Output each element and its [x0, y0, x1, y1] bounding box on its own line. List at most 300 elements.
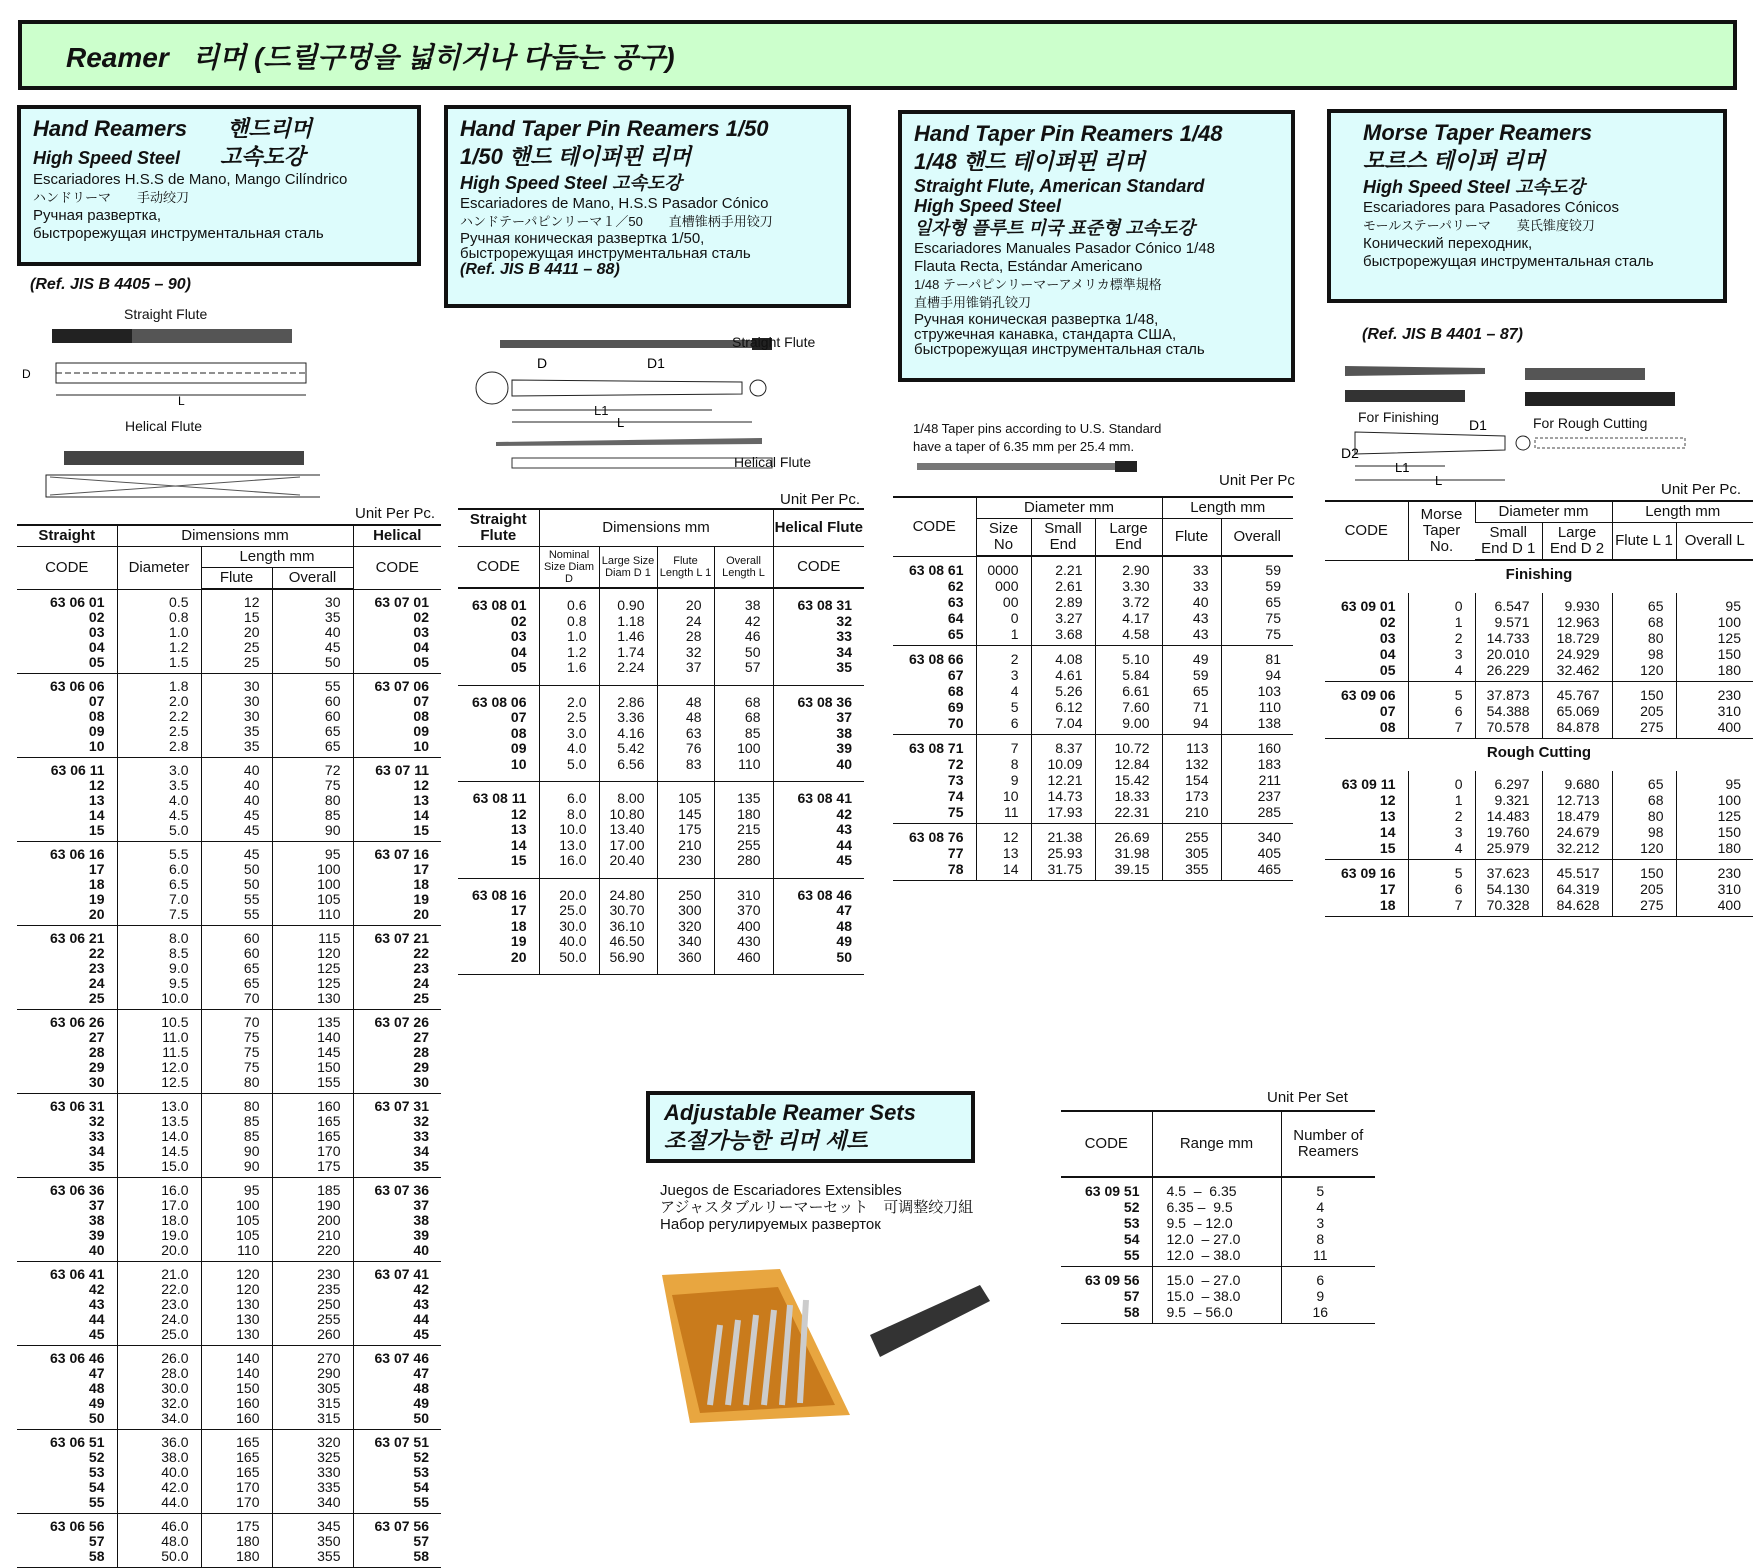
value-cell: 33	[353, 1129, 441, 1144]
value-cell: 39	[773, 741, 864, 757]
value-cell: 50	[714, 645, 773, 661]
value-cell: 65	[1612, 771, 1676, 792]
value-cell: 105	[272, 892, 353, 907]
value-cell: 71	[1162, 699, 1221, 715]
table-row	[17, 907, 441, 926]
value-cell: 125	[272, 976, 353, 991]
table-row	[893, 578, 1293, 594]
table-row	[17, 877, 441, 892]
value-cell: 110	[1221, 699, 1293, 715]
reamer-set-photo	[660, 1265, 1000, 1425]
value-cell: 5.0	[117, 823, 201, 842]
code-cell: 73	[947, 772, 964, 788]
table-row	[893, 845, 1293, 861]
dim-d1-label: D1	[647, 355, 665, 371]
value-cell: 75	[1221, 610, 1293, 626]
table-row	[458, 629, 864, 645]
value-cell: 4.0	[117, 793, 201, 808]
value-cell: 8.0	[117, 926, 201, 947]
code-cell: 19	[88, 891, 105, 907]
value-cell: 1.2	[539, 645, 599, 661]
code-cell: 13	[88, 792, 105, 808]
standard-reference: (Ref. JIS B 4411 – 88)	[460, 261, 620, 278]
adjustable-names	[660, 1182, 973, 1233]
header-diameter: Diameter mm	[976, 497, 1162, 519]
value-cell: 3.27	[1031, 610, 1095, 626]
table-row	[458, 853, 864, 878]
table-row	[458, 726, 864, 742]
value-cell: 45.517	[1542, 860, 1612, 882]
table-row	[17, 1312, 441, 1327]
value-cell: 2	[976, 646, 1031, 668]
value-cell: 100	[1676, 792, 1753, 808]
value-cell: 11	[976, 804, 1031, 824]
header-dimensions: Dimensions mm	[539, 509, 773, 547]
value-cell: 2.24	[599, 660, 657, 685]
code-cell: 63 08 61	[909, 561, 964, 578]
value-cell: 10	[353, 739, 441, 758]
header-dimensions: Dimensions mm	[117, 525, 353, 547]
code-cell: 02	[88, 609, 105, 625]
value-cell: 40	[272, 625, 353, 640]
value-cell: 24	[353, 976, 441, 991]
value-cell: 2.86	[599, 685, 657, 710]
code-cell: 14	[1379, 824, 1396, 840]
value-cell: 1.74	[599, 645, 657, 661]
value-cell: 250	[657, 878, 714, 903]
header-small-end: Small End D 1	[1475, 523, 1542, 561]
header-flute: Flute	[1162, 519, 1221, 557]
code-cell: 52	[1123, 1199, 1140, 1215]
dim-l1-label: L1	[594, 403, 609, 418]
code-cell: 63 06 16	[50, 846, 105, 862]
table-row	[1061, 1267, 1375, 1289]
value-cell: 29	[353, 1060, 441, 1075]
unit-label: Unit Per Set	[1267, 1089, 1348, 1106]
value-cell: 85	[201, 1114, 272, 1129]
dim-l-label: L	[617, 415, 625, 430]
value-cell: 6.547	[1475, 593, 1542, 614]
table-row	[17, 1213, 441, 1228]
table-row	[17, 1480, 441, 1495]
value-cell: 70.328	[1475, 897, 1542, 917]
value-cell: 6.61	[1095, 683, 1162, 699]
value-cell: 52	[353, 1450, 441, 1465]
chinese-name: 直槽手用锥销孔铰刀	[914, 295, 1032, 310]
section-title: Morse Taper Reamers	[1363, 120, 1593, 145]
value-cell: 5.26	[1031, 683, 1095, 699]
section-title: Hand Taper Pin Reamers 1/50	[460, 116, 769, 141]
value-cell: 170	[201, 1480, 272, 1495]
adjustable-title-box	[646, 1091, 975, 1163]
value-cell: 33	[1162, 556, 1221, 578]
value-cell: 1.0	[117, 625, 201, 640]
value-cell: 43	[773, 822, 864, 838]
value-cell: 5	[1408, 860, 1475, 882]
table-row	[893, 667, 1293, 683]
header-code: CODE	[458, 547, 539, 589]
value-cell: 14.483	[1475, 808, 1542, 824]
value-cell: 07	[353, 694, 441, 709]
value-cell: 12.963	[1542, 614, 1612, 630]
value-cell: 22	[353, 946, 441, 961]
value-cell: 155	[272, 1075, 353, 1094]
value-cell: 49	[353, 1396, 441, 1411]
value-cell: 5.10	[1095, 646, 1162, 668]
taper-48-table	[893, 496, 1293, 881]
value-cell: 1.18	[599, 614, 657, 630]
code-cell: 37	[88, 1197, 105, 1213]
value-cell: 26.0	[117, 1346, 201, 1367]
value-cell: 6	[976, 715, 1031, 735]
section-header-row	[1325, 560, 1753, 593]
code-cell: 63 06 26	[50, 1014, 105, 1030]
value-cell: 3	[1281, 1215, 1375, 1231]
value-cell: 400	[1676, 897, 1753, 917]
table-row	[17, 694, 441, 709]
value-cell: 18.0	[117, 1213, 201, 1228]
code-cell: 63 08 11	[472, 790, 527, 806]
value-cell: 325	[272, 1450, 353, 1465]
value-cell: 355	[272, 1549, 353, 1568]
table-row	[17, 1514, 441, 1535]
value-cell: 2.5	[117, 724, 201, 739]
value-cell: 7	[976, 735, 1031, 757]
value-cell: 100	[272, 877, 353, 892]
table-row	[1061, 1215, 1375, 1231]
code-cell: 05	[1325, 662, 1408, 682]
value-cell: 230	[272, 1262, 353, 1283]
value-cell: 63 07 26	[353, 1010, 441, 1031]
value-cell: 17.93	[1031, 804, 1095, 824]
value-cell: 59	[1221, 556, 1293, 578]
value-cell: 0.8	[539, 614, 599, 630]
value-cell: 90	[272, 823, 353, 842]
header-nominal-diam: Nominal Size Diam D	[539, 547, 599, 589]
value-cell: 113	[1162, 735, 1221, 757]
value-cell: 27	[353, 1030, 441, 1045]
code-cell: 38	[88, 1212, 105, 1228]
value-cell: 115	[272, 926, 353, 947]
table-row	[17, 1114, 441, 1129]
table-row	[17, 709, 441, 724]
value-cell: 18	[353, 877, 441, 892]
value-cell: 2.90	[1095, 556, 1162, 578]
value-cell: 84.878	[1542, 719, 1612, 739]
value-cell: 95	[1676, 593, 1753, 614]
header-large-end: Large End	[1095, 519, 1162, 557]
value-cell: 4	[1408, 840, 1475, 860]
table-row	[458, 822, 864, 838]
table-row	[17, 1129, 441, 1144]
code-cell: 63 09 11	[1341, 776, 1396, 792]
value-cell: 4.5	[117, 808, 201, 823]
value-cell: 90	[201, 1144, 272, 1159]
value-cell: 132	[1162, 756, 1221, 772]
russian-name: Набор регулируемых разверток	[660, 1216, 881, 1233]
value-cell: 2	[1408, 808, 1475, 824]
header-overall: Overall	[1221, 519, 1293, 557]
russian-name-2: стружечная канавка, стандарта США,	[914, 326, 1177, 343]
value-cell: 1	[976, 626, 1031, 646]
value-cell: 50	[773, 950, 864, 975]
value-cell: 40	[1162, 594, 1221, 610]
code-cell: 05	[458, 660, 539, 685]
table-row	[17, 1366, 441, 1381]
material: High Speed Steel	[460, 173, 608, 193]
value-cell: 75	[201, 1060, 272, 1075]
value-cell: 24	[657, 614, 714, 630]
value-cell: 15.0 – 38.0	[1152, 1288, 1281, 1304]
value-cell: 38	[714, 588, 773, 614]
material-korean: 고속도강	[612, 173, 682, 193]
unit-label: Unit Per Pc	[1219, 472, 1295, 489]
value-cell: 60	[201, 926, 272, 947]
value-cell: 05	[353, 655, 441, 674]
value-cell: 105	[201, 1228, 272, 1243]
value-cell: 14	[976, 861, 1031, 881]
table-row	[458, 757, 864, 782]
value-cell: 12.0 – 38.0	[1152, 1247, 1281, 1267]
code-cell: 63 06 51	[50, 1434, 105, 1450]
value-cell: 135	[714, 782, 773, 807]
value-cell: 48.0	[117, 1534, 201, 1549]
value-cell: 7.5	[117, 907, 201, 926]
value-cell: 105	[201, 1213, 272, 1228]
japanese-name: モールステーパリーマ 莫氏锥度铰刀	[1363, 218, 1595, 233]
value-cell: 30.0	[117, 1381, 201, 1396]
value-cell: 08	[353, 709, 441, 724]
value-cell: 20.40	[599, 853, 657, 878]
value-cell: 35	[272, 610, 353, 625]
value-cell: 68	[1612, 614, 1676, 630]
code-cell: 69	[947, 699, 964, 715]
value-cell: 315	[272, 1411, 353, 1430]
table-row	[17, 808, 441, 823]
value-cell: 9	[976, 772, 1031, 788]
table-row	[893, 735, 1293, 757]
value-cell: 95	[1676, 771, 1753, 792]
value-cell: 4.08	[1031, 646, 1095, 668]
value-cell: 85	[201, 1129, 272, 1144]
table-row	[458, 807, 864, 823]
value-cell: 8.0	[539, 807, 599, 823]
value-cell: 09	[353, 724, 441, 739]
value-cell: 25	[201, 640, 272, 655]
value-cell: 13	[353, 793, 441, 808]
value-cell: 4.16	[599, 726, 657, 742]
code-cell: 70	[893, 715, 976, 735]
value-cell: 30	[201, 709, 272, 724]
value-cell: 32.462	[1542, 662, 1612, 682]
value-cell: 15	[201, 610, 272, 625]
table-row	[17, 1495, 441, 1514]
table-row	[17, 946, 441, 961]
header-flute: Flute	[201, 568, 272, 590]
dim-l-label: L	[178, 394, 185, 408]
value-cell: 37.623	[1475, 860, 1542, 882]
russian-name-1: Ручная коническая развертка 1/48,	[914, 311, 1159, 328]
value-cell: 63	[657, 726, 714, 742]
morse-title-box	[1327, 109, 1727, 303]
value-cell: 2	[1408, 630, 1475, 646]
header-overall: Overall	[272, 568, 353, 590]
header-helical-flute: Helical Flute	[773, 509, 864, 547]
header-flute: Flute L 1	[1612, 523, 1676, 561]
table-row	[458, 741, 864, 757]
header-large-end: Large End D 2	[1542, 523, 1612, 561]
table-row	[1325, 860, 1753, 882]
value-cell: 400	[1676, 719, 1753, 739]
value-cell: 230	[1676, 860, 1753, 882]
section-title: Hand Taper Pin Reamers 1/48	[914, 121, 1223, 146]
table-row	[1325, 719, 1753, 739]
table-row	[893, 824, 1293, 846]
value-cell: 1.0	[539, 629, 599, 645]
table-row	[17, 892, 441, 907]
value-cell: 100	[714, 741, 773, 757]
value-cell: 3	[976, 667, 1031, 683]
value-cell: 75	[201, 1030, 272, 1045]
value-cell: 10	[976, 788, 1031, 804]
code-cell: 05	[17, 655, 117, 674]
code-cell: 10	[17, 739, 117, 758]
code-cell: 65	[893, 626, 976, 646]
code-cell: 68	[947, 683, 964, 699]
spanish-name: Juegos de Escariadores Extensibles	[660, 1182, 902, 1199]
value-cell: 160	[1221, 735, 1293, 757]
russian-name-1: Ручная развертка,	[33, 207, 162, 224]
code-cell: 02	[510, 612, 527, 629]
value-cell: 39	[353, 1228, 441, 1243]
section-header-row	[1325, 739, 1753, 772]
value-cell: 120	[1612, 662, 1676, 682]
value-cell: 305	[272, 1381, 353, 1396]
value-cell: 59	[1162, 667, 1221, 683]
value-cell: 63 07 11	[353, 758, 441, 779]
value-cell: 210	[1162, 804, 1221, 824]
value-cell: 42.0	[117, 1480, 201, 1495]
table-row	[17, 1465, 441, 1480]
code-cell: 08	[510, 724, 527, 741]
page-title-banner	[18, 20, 1737, 90]
table-row	[17, 724, 441, 739]
code-cell: 63 08 06	[472, 693, 527, 710]
table-row	[458, 782, 864, 807]
value-cell: 45.767	[1542, 682, 1612, 704]
value-cell: 0.90	[599, 588, 657, 614]
value-cell: 1.5	[117, 655, 201, 674]
code-cell: 78	[893, 861, 976, 881]
section-name: Finishing	[1505, 566, 1573, 583]
value-cell: 330	[272, 1465, 353, 1480]
table-row	[17, 976, 441, 991]
value-cell: 138	[1221, 715, 1293, 735]
value-cell: 10.72	[1095, 735, 1162, 757]
code-cell: 63 06 56	[50, 1518, 105, 1534]
value-cell: 210	[657, 838, 714, 854]
value-cell: 250	[272, 1297, 353, 1312]
value-cell: 55	[201, 907, 272, 926]
value-cell: 180	[1676, 662, 1753, 682]
table-row	[17, 640, 441, 655]
value-cell: 46.0	[117, 1514, 201, 1535]
value-cell: 44	[773, 838, 864, 854]
table-row	[17, 793, 441, 808]
value-cell: 175	[657, 822, 714, 838]
material: High Speed Steel	[33, 148, 181, 168]
table-row	[17, 1534, 441, 1549]
value-cell: 50.0	[539, 950, 599, 975]
value-cell: 7	[1408, 719, 1475, 739]
value-cell: 4.5 – 6.35	[1152, 1177, 1281, 1199]
value-cell: 36.0	[117, 1430, 201, 1451]
header-flute-length: Flute Length L 1	[657, 547, 714, 589]
value-cell: 20	[353, 907, 441, 926]
code-cell: 18	[88, 876, 105, 892]
value-cell: 6.0	[539, 782, 599, 807]
taper-pin-reamer-image	[915, 460, 1145, 474]
dim-d1-label: D1	[1469, 417, 1487, 433]
value-cell: 47	[773, 903, 864, 919]
value-cell: 3	[1408, 824, 1475, 840]
value-cell: 24.80	[599, 878, 657, 903]
value-cell: 165	[201, 1430, 272, 1451]
value-cell: 370	[714, 903, 773, 919]
value-cell: 4.58	[1095, 626, 1162, 646]
value-cell: 235	[272, 1282, 353, 1297]
value-cell: 150	[1676, 646, 1753, 662]
value-cell: 81	[1221, 646, 1293, 668]
value-cell: 12	[976, 824, 1031, 846]
code-cell: 14	[88, 807, 105, 823]
code-cell: 02	[1379, 614, 1396, 630]
value-cell: 37	[353, 1198, 441, 1213]
value-cell: 4.17	[1095, 610, 1162, 626]
value-cell: 180	[201, 1534, 272, 1549]
value-cell: 64.319	[1542, 881, 1612, 897]
value-cell: 20	[657, 588, 714, 614]
header-overall: Overall L	[1676, 523, 1753, 561]
value-cell: 50	[272, 655, 353, 674]
code-cell: 28	[88, 1044, 105, 1060]
header-straight-flute: Straight Flute	[458, 509, 539, 547]
value-cell: 8.5	[117, 946, 201, 961]
value-cell: 7.04	[1031, 715, 1095, 735]
standard-reference: (Ref. JIS B 4401 – 87)	[1362, 326, 1523, 343]
value-cell: 45	[272, 640, 353, 655]
code-cell: 19	[510, 933, 527, 949]
table-row	[893, 594, 1293, 610]
value-cell: 30	[353, 1075, 441, 1094]
value-cell: 110	[201, 1243, 272, 1262]
value-cell: 8	[976, 756, 1031, 772]
table-row	[17, 1297, 441, 1312]
value-cell: 2.5	[539, 710, 599, 726]
code-cell: 63 09 06	[1341, 687, 1396, 703]
value-cell: 270	[272, 1346, 353, 1367]
value-cell: 10.0	[539, 822, 599, 838]
value-cell: 1.2	[117, 640, 201, 655]
value-cell: 55	[201, 892, 272, 907]
code-cell: 63 08 16	[472, 886, 527, 903]
value-cell: 6.12	[1031, 699, 1095, 715]
value-cell: 14.733	[1475, 630, 1542, 646]
code-cell: 08	[88, 708, 105, 724]
value-cell: 230	[1676, 682, 1753, 704]
value-cell: 12.21	[1031, 772, 1095, 788]
code-cell: 12	[1379, 792, 1396, 808]
